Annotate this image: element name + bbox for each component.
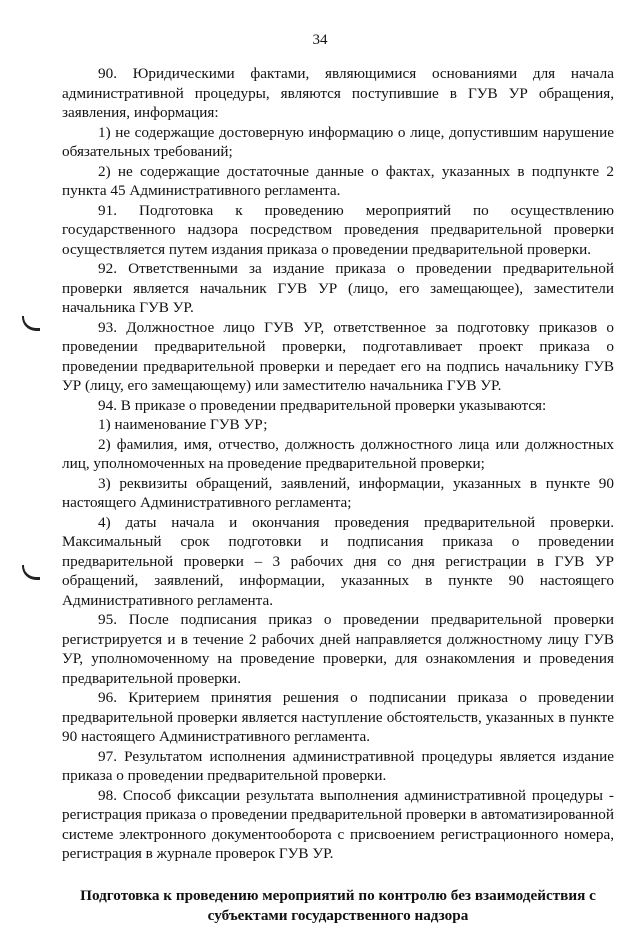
paragraph-90: 90. Юридическими фактами, являющимися основаниями для начала административной процедуры, являются поступившие в ГУВ УР обращения, заявления, информация: <box>62 65 614 121</box>
paragraph-94-item-4: 4) даты начала и окончания проведения предварительной проверки. Максимальный срок подготовки и подписания приказа о проведении предварительной проверки – 3 рабочих дня со дня регистрации в ГУВ УР обращений, заявлений, информации, указанных в пункте 90 настоящего Административного регламента. <box>62 513 614 609</box>
paragraph-96: 96. Критерием принятия решения о подписании приказа о проведении предварительной проверки является наступление обстоятельств, указанных в пункте 90 настоящего Административного регламента. <box>62 689 614 745</box>
paragraph-94-item-3: 3) реквизиты обращений, заявлений, информации, указанных в пункте 90 настоящего Административного регламента; <box>62 474 614 511</box>
paragraph-90-item-1: 1) не содержащие достоверную информацию о лице, допустившим нарушение обязательных требований; <box>62 123 614 160</box>
page-number: 34 <box>312 32 328 48</box>
paragraph-97: 97. Результатом исполнения административной процедуры является издание приказа о проведении предварительной проверки. <box>62 747 614 784</box>
scan-mark <box>22 565 40 580</box>
document-body <box>62 64 614 926</box>
paragraph-92: 92. Ответственными за издание приказа о проведении предварительной проверки является начальник ГУВ УР (лицо, его замещающее), заместители начальника ГУВ УР. <box>62 260 614 316</box>
paragraph-95: 95. После подписания приказ о проведении предварительной проверки регистрируется и в течение 2 рабочих дней направляется должностному лицу ГУВ УР, уполномоченному на проведение проверки, для ознакомления и проведения предварительной проверки. <box>62 611 614 687</box>
paragraph-94: 94. В приказе о проведении предварительной проверки указываются: <box>98 396 547 414</box>
paragraph-90-item-2: 2) не содержащие достаточные данные о фактах, указанных в подпункте 2 пункта 45 Административного регламента. <box>62 162 614 199</box>
paragraph-93: 93. Должностное лицо ГУВ УР, ответственное за подготовку приказов о проведении предварительной проверки, подготавливает проект приказа о проведении предварительной проверки и передает его на подпись начальнику ГУВ УР (лицу, его замещающему) или заместителю начальника ГУВ УР. <box>62 318 614 394</box>
section-heading: Подготовка к проведению мероприятий по контролю без взаимодействия с субъектами государственного надзора <box>80 886 596 924</box>
paragraph-94-item-2: 2) фамилия, имя, отчество, должность должностного лица или должностных лиц, уполномоченных на проведение предварительной проверки; <box>62 435 614 472</box>
paragraph-94-item-1: 1) наименование ГУВ УР; <box>98 416 268 433</box>
paragraph-91: 91. Подготовка к проведению мероприятий по осуществлению государственного надзора посредством проведения предварительной проверки осуществляется путем издания приказа о проведении предварительной проверки. <box>62 201 614 258</box>
paragraph-98: 98. Способ фиксации результата выполнения административной процедуры - регистрация приказа о проведении предварительной проверки в автоматизированной системе электронного документооборота с присвоением регистрационного номера, регистрация в журнале проверок ГУВ УР. <box>62 786 614 862</box>
scan-mark <box>22 316 40 331</box>
